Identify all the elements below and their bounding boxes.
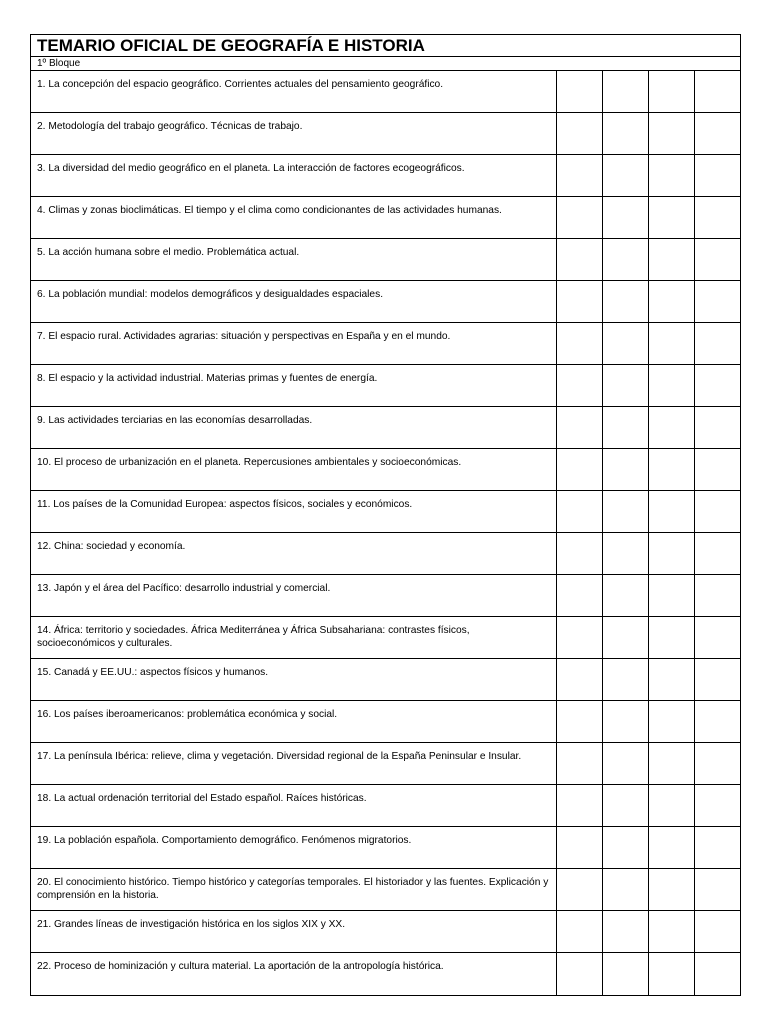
topic-row xyxy=(31,785,740,827)
topic-text: 3. La diversidad del medio geográfico en el planeta. La interacción de factores ecogeográficos. xyxy=(31,155,557,196)
check-cell[interactable] xyxy=(557,659,603,700)
check-cell[interactable] xyxy=(649,491,695,532)
check-cell[interactable] xyxy=(695,113,740,154)
check-cell[interactable] xyxy=(603,827,649,868)
topic-list xyxy=(31,71,740,995)
topic-text: 2. Metodología del trabajo geográfico. Técnicas de trabajo. xyxy=(31,113,557,154)
check-cell[interactable] xyxy=(649,533,695,574)
check-cell[interactable] xyxy=(603,869,649,910)
check-cell[interactable] xyxy=(557,155,603,196)
topic-text: 6. La población mundial: modelos demográficos y desigualdades espaciales. xyxy=(31,281,557,322)
check-cell[interactable] xyxy=(603,575,649,616)
check-cell[interactable] xyxy=(649,701,695,742)
check-cell[interactable] xyxy=(649,785,695,826)
check-cell[interactable] xyxy=(649,911,695,952)
check-cell[interactable] xyxy=(603,701,649,742)
check-cell[interactable] xyxy=(649,407,695,448)
check-cell[interactable] xyxy=(603,281,649,322)
topic-text: 5. La acción humana sobre el medio. Problemática actual. xyxy=(31,239,557,280)
check-cell[interactable] xyxy=(649,323,695,364)
check-cell[interactable] xyxy=(649,113,695,154)
topic-row xyxy=(31,239,740,281)
check-cell[interactable] xyxy=(695,197,740,238)
topic-text: 15. Canadá y EE.UU.: aspectos físicos y humanos. xyxy=(31,659,557,700)
check-cell[interactable] xyxy=(603,659,649,700)
check-cell[interactable] xyxy=(603,785,649,826)
topic-row xyxy=(31,533,740,575)
check-cell[interactable] xyxy=(603,617,649,658)
check-cell[interactable] xyxy=(557,281,603,322)
check-cell[interactable] xyxy=(695,911,740,952)
check-cell[interactable] xyxy=(557,449,603,490)
topic-row xyxy=(31,113,740,155)
topic-row xyxy=(31,281,740,323)
topic-row xyxy=(31,407,740,449)
check-cell[interactable] xyxy=(557,239,603,280)
check-cell[interactable] xyxy=(649,71,695,112)
check-cell[interactable] xyxy=(649,869,695,910)
topic-row xyxy=(31,323,740,365)
topic-text: 17. La península Ibérica: relieve, clima y vegetación. Diversidad regional de la España Peninsular e Insular. xyxy=(31,743,557,784)
check-cell[interactable] xyxy=(649,827,695,868)
topic-row xyxy=(31,659,740,701)
check-cell[interactable] xyxy=(557,407,603,448)
topic-text: 12. China: sociedad y economía. xyxy=(31,533,557,574)
topic-row xyxy=(31,869,740,911)
check-cell[interactable] xyxy=(603,491,649,532)
topic-text: 22. Proceso de hominización y cultura material. La aportación de la antropología histórica. xyxy=(31,953,557,995)
check-cell[interactable] xyxy=(695,617,740,658)
topic-row xyxy=(31,701,740,743)
check-cell[interactable] xyxy=(557,365,603,406)
check-cell[interactable] xyxy=(557,113,603,154)
check-cell[interactable] xyxy=(695,827,740,868)
check-cell[interactable] xyxy=(695,743,740,784)
check-cell[interactable] xyxy=(603,365,649,406)
topic-text: 14. África: territorio y sociedades. África Mediterránea y África Subsahariana: contrastes físicos, socioeconómicos y culturales. xyxy=(31,617,557,658)
check-cell[interactable] xyxy=(695,281,740,322)
topic-row xyxy=(31,743,740,785)
check-cell[interactable] xyxy=(603,197,649,238)
topic-row xyxy=(31,197,740,239)
check-cell[interactable] xyxy=(695,407,740,448)
topic-row xyxy=(31,449,740,491)
check-cell[interactable] xyxy=(557,617,603,658)
check-cell[interactable] xyxy=(695,785,740,826)
check-cell[interactable] xyxy=(649,575,695,616)
syllabus-table xyxy=(30,34,741,996)
check-cell[interactable] xyxy=(649,953,695,995)
check-cell[interactable] xyxy=(557,827,603,868)
check-cell[interactable] xyxy=(695,491,740,532)
topic-row xyxy=(31,617,740,659)
section-label: 1º Bloque xyxy=(31,57,740,71)
check-cell[interactable] xyxy=(557,71,603,112)
check-cell[interactable] xyxy=(603,71,649,112)
topic-text: 10. El proceso de urbanización en el planeta. Repercusiones ambientales y socioeconómicas. xyxy=(31,449,557,490)
topic-row xyxy=(31,827,740,869)
check-cell[interactable] xyxy=(695,239,740,280)
check-cell[interactable] xyxy=(603,113,649,154)
topic-row xyxy=(31,71,740,113)
check-cell[interactable] xyxy=(649,197,695,238)
check-cell[interactable] xyxy=(603,533,649,574)
check-cell[interactable] xyxy=(557,701,603,742)
topic-text: 16. Los países iberoamericanos: problemática económica y social. xyxy=(31,701,557,742)
check-cell[interactable] xyxy=(649,617,695,658)
topic-text: 11. Los países de la Comunidad Europea: aspectos físicos, sociales y económicos. xyxy=(31,491,557,532)
check-cell[interactable] xyxy=(695,71,740,112)
topic-text: 8. El espacio y la actividad industrial. Materias primas y fuentes de energía. xyxy=(31,365,557,406)
check-cell[interactable] xyxy=(695,449,740,490)
check-cell[interactable] xyxy=(695,701,740,742)
topic-row xyxy=(31,953,740,995)
check-cell[interactable] xyxy=(603,953,649,995)
check-cell[interactable] xyxy=(603,743,649,784)
check-cell[interactable] xyxy=(649,659,695,700)
check-cell[interactable] xyxy=(557,785,603,826)
topic-text: 7. El espacio rural. Actividades agrarias: situación y perspectivas en España y en el mundo. xyxy=(31,323,557,364)
check-cell[interactable] xyxy=(695,953,740,995)
check-cell[interactable] xyxy=(603,407,649,448)
check-cell[interactable] xyxy=(557,953,603,995)
check-cell[interactable] xyxy=(557,491,603,532)
check-cell[interactable] xyxy=(649,239,695,280)
check-cell[interactable] xyxy=(695,869,740,910)
check-cell[interactable] xyxy=(603,239,649,280)
topic-text: 18. La actual ordenación territorial del Estado español. Raíces históricas. xyxy=(31,785,557,826)
check-cell[interactable] xyxy=(557,911,603,952)
topic-row xyxy=(31,155,740,197)
check-cell[interactable] xyxy=(649,449,695,490)
check-cell[interactable] xyxy=(649,155,695,196)
topic-text: 21. Grandes líneas de investigación histórica en los siglos XIX y XX. xyxy=(31,911,557,952)
topic-text: 9. Las actividades terciarias en las economías desarrolladas. xyxy=(31,407,557,448)
topic-row xyxy=(31,491,740,533)
check-cell[interactable] xyxy=(695,155,740,196)
check-cell[interactable] xyxy=(649,365,695,406)
topic-row xyxy=(31,365,740,407)
check-cell[interactable] xyxy=(603,155,649,196)
check-cell[interactable] xyxy=(557,323,603,364)
check-cell[interactable] xyxy=(603,449,649,490)
document-title: TEMARIO OFICIAL DE GEOGRAFÍA E HISTORIA xyxy=(31,35,740,57)
check-cell[interactable] xyxy=(695,365,740,406)
topic-text: 20. El conocimiento histórico. Tiempo histórico y categorías temporales. El historiador y las fuentes. Explicación y comprensión en la historia. xyxy=(31,869,557,910)
check-cell[interactable] xyxy=(603,323,649,364)
check-cell[interactable] xyxy=(695,323,740,364)
check-cell[interactable] xyxy=(649,743,695,784)
topic-text: 1. La concepción del espacio geográfico. Corrientes actuales del pensamiento geográfico. xyxy=(31,71,557,112)
check-cell[interactable] xyxy=(557,533,603,574)
check-cell[interactable] xyxy=(649,281,695,322)
topic-text: 13. Japón y el área del Pacífico: desarrollo industrial y comercial. xyxy=(31,575,557,616)
topic-text: 19. La población española. Comportamiento demográfico. Fenómenos migratorios. xyxy=(31,827,557,868)
check-cell[interactable] xyxy=(557,575,603,616)
topic-row xyxy=(31,575,740,617)
check-cell[interactable] xyxy=(557,743,603,784)
check-cell[interactable] xyxy=(695,575,740,616)
topic-text: 4. Climas y zonas bioclimáticas. El tiempo y el clima como condicionantes de las actividades humanas. xyxy=(31,197,557,238)
check-cell[interactable] xyxy=(557,197,603,238)
check-cell[interactable] xyxy=(695,659,740,700)
topic-row xyxy=(31,911,740,953)
check-cell[interactable] xyxy=(603,911,649,952)
check-cell[interactable] xyxy=(695,533,740,574)
check-cell[interactable] xyxy=(557,869,603,910)
